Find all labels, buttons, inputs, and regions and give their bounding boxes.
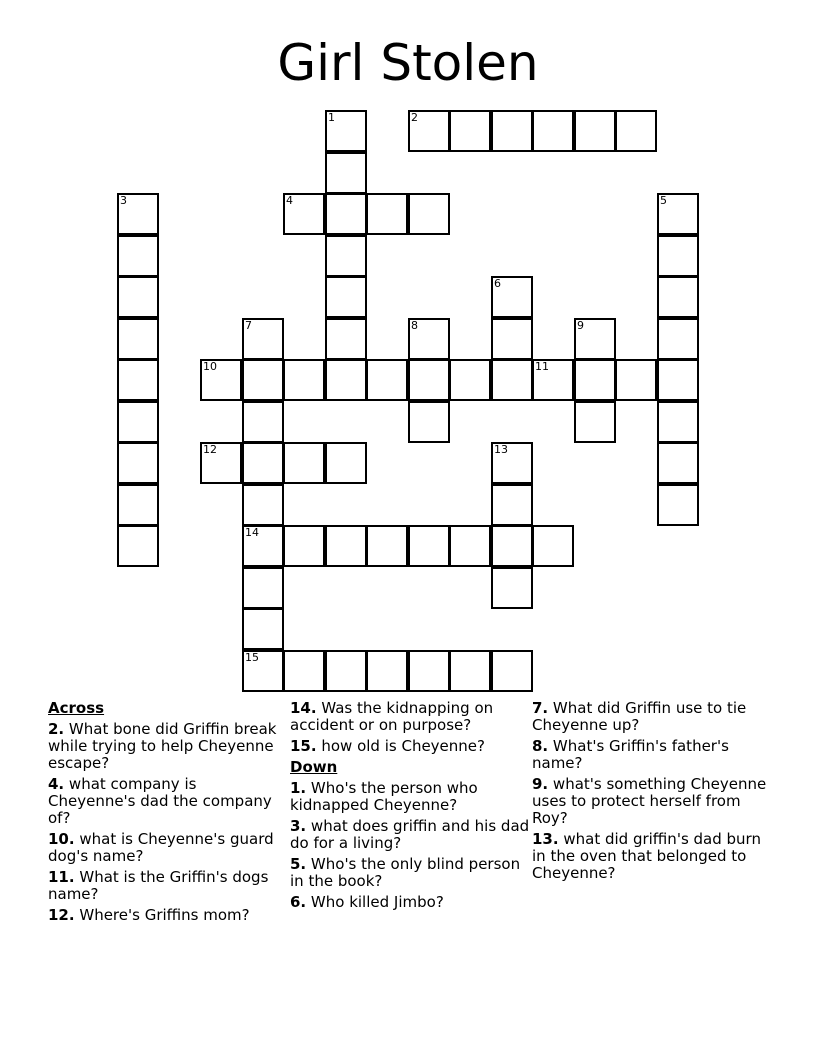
- grid-cell[interactable]: [242, 359, 284, 401]
- clue-number: 9: [577, 319, 584, 332]
- grid-cell[interactable]: [657, 318, 699, 360]
- clues-column-2: [290, 700, 530, 915]
- grid-cell[interactable]: [408, 193, 450, 235]
- grid-cell[interactable]: [574, 401, 616, 443]
- grid-cell[interactable]: [366, 193, 408, 235]
- clue-number: 14: [245, 526, 259, 539]
- clue-number: 2: [411, 111, 418, 124]
- grid-cell[interactable]: [408, 318, 450, 360]
- clue-down-7: 7. What did Griffin use to tie Cheyenne up?: [532, 699, 747, 734]
- grid-cell[interactable]: [325, 276, 367, 318]
- clue-number: 10: [203, 360, 217, 373]
- grid-cell[interactable]: [242, 442, 284, 484]
- grid-cell[interactable]: [491, 484, 533, 526]
- grid-cell[interactable]: [491, 359, 533, 401]
- grid-cell[interactable]: [117, 235, 159, 277]
- clue-number: 11: [535, 360, 549, 373]
- grid-cell[interactable]: [491, 110, 533, 152]
- clue-across-12: 12. Where's Griffins mom?: [48, 906, 250, 924]
- grid-cell[interactable]: [325, 318, 367, 360]
- clue-across-4: 4. what company is Cheyenne's dad the company of?: [48, 775, 272, 827]
- grid-cell[interactable]: [325, 152, 367, 194]
- grid-cell[interactable]: [325, 650, 367, 692]
- clue-number: 5: [660, 194, 667, 207]
- clue-across-14: 14. Was the kidnapping on accident or on purpose?: [290, 699, 494, 734]
- clue-number: 6: [494, 277, 501, 290]
- grid-cell[interactable]: [200, 359, 242, 401]
- grid-cell[interactable]: [117, 442, 159, 484]
- grid-cell[interactable]: [242, 650, 284, 692]
- grid-cell[interactable]: [242, 608, 284, 650]
- grid-cell[interactable]: [242, 525, 284, 567]
- clue-number: 12: [203, 443, 217, 456]
- grid-cell[interactable]: [491, 318, 533, 360]
- grid-cell[interactable]: [366, 650, 408, 692]
- down-heading: Down: [290, 758, 338, 776]
- grid-cell[interactable]: [615, 359, 657, 401]
- grid-cell[interactable]: [491, 442, 533, 484]
- grid-cell[interactable]: [449, 110, 491, 152]
- grid-cell[interactable]: [117, 193, 159, 235]
- clue-down-13: 13. what did griffin's dad burn in the oven that belonged to Cheyenne?: [532, 830, 761, 882]
- grid-cell[interactable]: [657, 235, 699, 277]
- grid-cell[interactable]: [283, 525, 325, 567]
- grid-cell[interactable]: [657, 193, 699, 235]
- clue-across-15: 15. how old is Cheyenne?: [290, 737, 485, 755]
- grid-cell[interactable]: [283, 442, 325, 484]
- clue-number: 13: [494, 443, 508, 456]
- grid-cell[interactable]: [449, 359, 491, 401]
- grid-cell[interactable]: [491, 650, 533, 692]
- page-title: Girl Stolen: [277, 34, 539, 92]
- grid-cell[interactable]: [242, 567, 284, 609]
- grid-cell[interactable]: [532, 359, 574, 401]
- grid-cell[interactable]: [117, 484, 159, 526]
- grid-cell[interactable]: [325, 235, 367, 277]
- grid-cell[interactable]: [615, 110, 657, 152]
- clue-down-3: 3. what does griffin and his dad do for a living?: [290, 817, 530, 852]
- clue-across-2: 2. What bone did Griffin break while trying to help Cheyenne escape?: [48, 720, 277, 772]
- grid-cell[interactable]: [532, 110, 574, 152]
- clues-column-3: [532, 700, 772, 886]
- grid-cell[interactable]: [574, 110, 616, 152]
- grid-cell[interactable]: [242, 401, 284, 443]
- grid-cell[interactable]: [657, 484, 699, 526]
- grid-cell[interactable]: [325, 442, 367, 484]
- clue-down-5: 5. Who's the only blind person in the book?: [290, 855, 521, 890]
- clue-down-1: 1. Who's the person who kidnapped Cheyenne?: [290, 779, 478, 814]
- grid-cell[interactable]: [200, 442, 242, 484]
- grid-cell[interactable]: [449, 525, 491, 567]
- grid-cell[interactable]: [408, 401, 450, 443]
- grid-cell[interactable]: [366, 525, 408, 567]
- clue-down-8: 8. What's Griffin's father's name?: [532, 737, 729, 772]
- grid-cell[interactable]: [491, 276, 533, 318]
- clue-across-11: 11. What is the Griffin's dogs name?: [48, 868, 269, 903]
- grid-cell[interactable]: [491, 525, 533, 567]
- grid-cell[interactable]: [449, 650, 491, 692]
- grid-cell[interactable]: [574, 318, 616, 360]
- grid-cell[interactable]: [283, 359, 325, 401]
- clue-down-6: 6. Who killed Jimbo?: [290, 893, 444, 911]
- grid-cell[interactable]: [574, 359, 616, 401]
- clue-number: 1: [328, 111, 335, 124]
- grid-cell[interactable]: [325, 110, 367, 152]
- clue-number: 7: [245, 319, 252, 332]
- grid-cell[interactable]: [242, 318, 284, 360]
- grid-cell[interactable]: [657, 401, 699, 443]
- grid-cell[interactable]: [117, 525, 159, 567]
- grid-cell[interactable]: [657, 359, 699, 401]
- grid-cell[interactable]: [408, 110, 450, 152]
- grid-cell[interactable]: [283, 193, 325, 235]
- grid-cell[interactable]: [325, 359, 367, 401]
- grid-cell[interactable]: [657, 276, 699, 318]
- clues-column-1: [48, 700, 288, 928]
- grid-cell[interactable]: [408, 359, 450, 401]
- clue-number: 8: [411, 319, 418, 332]
- clue-number: 3: [120, 194, 127, 207]
- clue-number: 15: [245, 651, 259, 664]
- grid-cell[interactable]: [325, 525, 367, 567]
- grid-cell[interactable]: [325, 193, 367, 235]
- across-heading: Across: [48, 699, 105, 717]
- grid-cell[interactable]: [117, 359, 159, 401]
- clue-across-10: 10. what is Cheyenne's guard dog's name?: [48, 830, 274, 865]
- grid-cell[interactable]: [117, 276, 159, 318]
- clue-number: 4: [286, 194, 293, 207]
- grid-cell[interactable]: [366, 359, 408, 401]
- grid-cell[interactable]: [491, 567, 533, 609]
- clue-down-9: 9. what's something Cheyenne uses to protect herself from Roy?: [532, 775, 767, 827]
- grid-cell[interactable]: [408, 650, 450, 692]
- grid-cell[interactable]: [657, 442, 699, 484]
- grid-cell[interactable]: [532, 525, 574, 567]
- grid-cell[interactable]: [117, 318, 159, 360]
- grid-cell[interactable]: [283, 650, 325, 692]
- grid-cell[interactable]: [117, 401, 159, 443]
- grid-cell[interactable]: [242, 484, 284, 526]
- grid-cell[interactable]: [408, 525, 450, 567]
